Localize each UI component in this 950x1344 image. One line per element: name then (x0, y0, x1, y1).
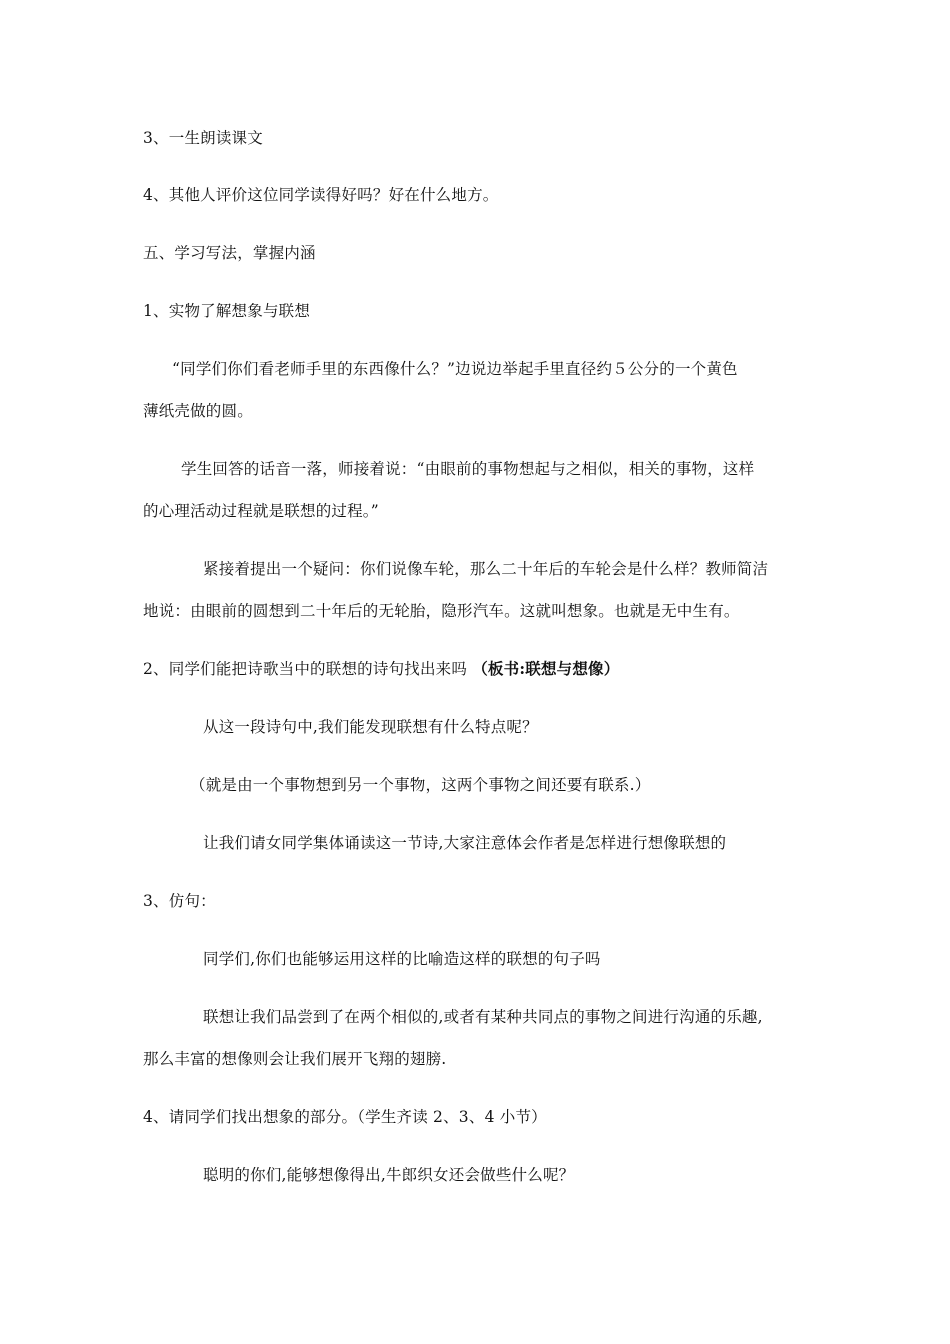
paragraph-line: 3、仿句： (143, 892, 216, 910)
paragraph-line: 让我们请女同学集体诵读这一节诗,大家注意体会作者是怎样进行想像联想的 (203, 834, 727, 852)
paragraph-line: 从这一段诗句中,我们能发现联想有什么特点呢？ (203, 718, 538, 736)
paragraph-line: 1、实物了解想象与联想 (143, 302, 311, 320)
paragraph-line: 那么丰富的想像则会让我们展开飞翔的翅膀. (143, 1050, 447, 1068)
paragraph-line: 紧接着提出一个疑问：你们说像车轮，那么二十年后的车轮会是什么样？教师简洁 (203, 560, 769, 578)
paragraph-line: 4、请同学们找出想象的部分。（学生齐读 2、3、4 小节） (143, 1108, 547, 1126)
paragraph-line: “同学们你们看老师手里的东西像什么？”边说边举起手里直径约５公分的一个黄色 (172, 360, 738, 378)
paragraph-line: （就是由一个事物想到另一个事物，这两个事物之间还要有联系.） (190, 776, 651, 794)
paragraph-line: 4、其他人评价这位同学读得好吗？好在什么地方。 (143, 186, 499, 204)
paragraph-line: 薄纸壳做的圆。 (143, 402, 253, 420)
question-text: 2、同学们能把诗歌当中的联想的诗句找出来吗 (143, 660, 468, 678)
paragraph-line: 聪明的你们,能够想像得出,牛郎织女还会做些什么呢？ (203, 1166, 575, 1184)
paragraph-line: 3、一生朗读课文 (143, 129, 263, 147)
paragraph-line: 的心理活动过程就是联想的过程。” (143, 502, 379, 520)
paragraph-line: 地说：由眼前的圆想到二十年后的无轮胎，隐形汽车。这就叫想象。也就是无中生有。 (143, 602, 740, 620)
blackboard-note: （板书:联想与想像） (472, 659, 620, 678)
paragraph-line: 同学们,你们也能够运用这样的比喻造这样的联想的句子吗 (203, 950, 601, 968)
section-heading: 五、学习写法，掌握内涵 (143, 244, 316, 262)
paragraph-line: 学生回答的话音一落，师接着说：“由眼前的事物想起与之相似，相关的事物，这样 (181, 460, 755, 478)
paragraph-line (143, 658, 619, 680)
paragraph-line: 联想让我们品尝到了在两个相似的,或者有某种共同点的事物之间进行沟通的乐趣, (203, 1008, 763, 1026)
